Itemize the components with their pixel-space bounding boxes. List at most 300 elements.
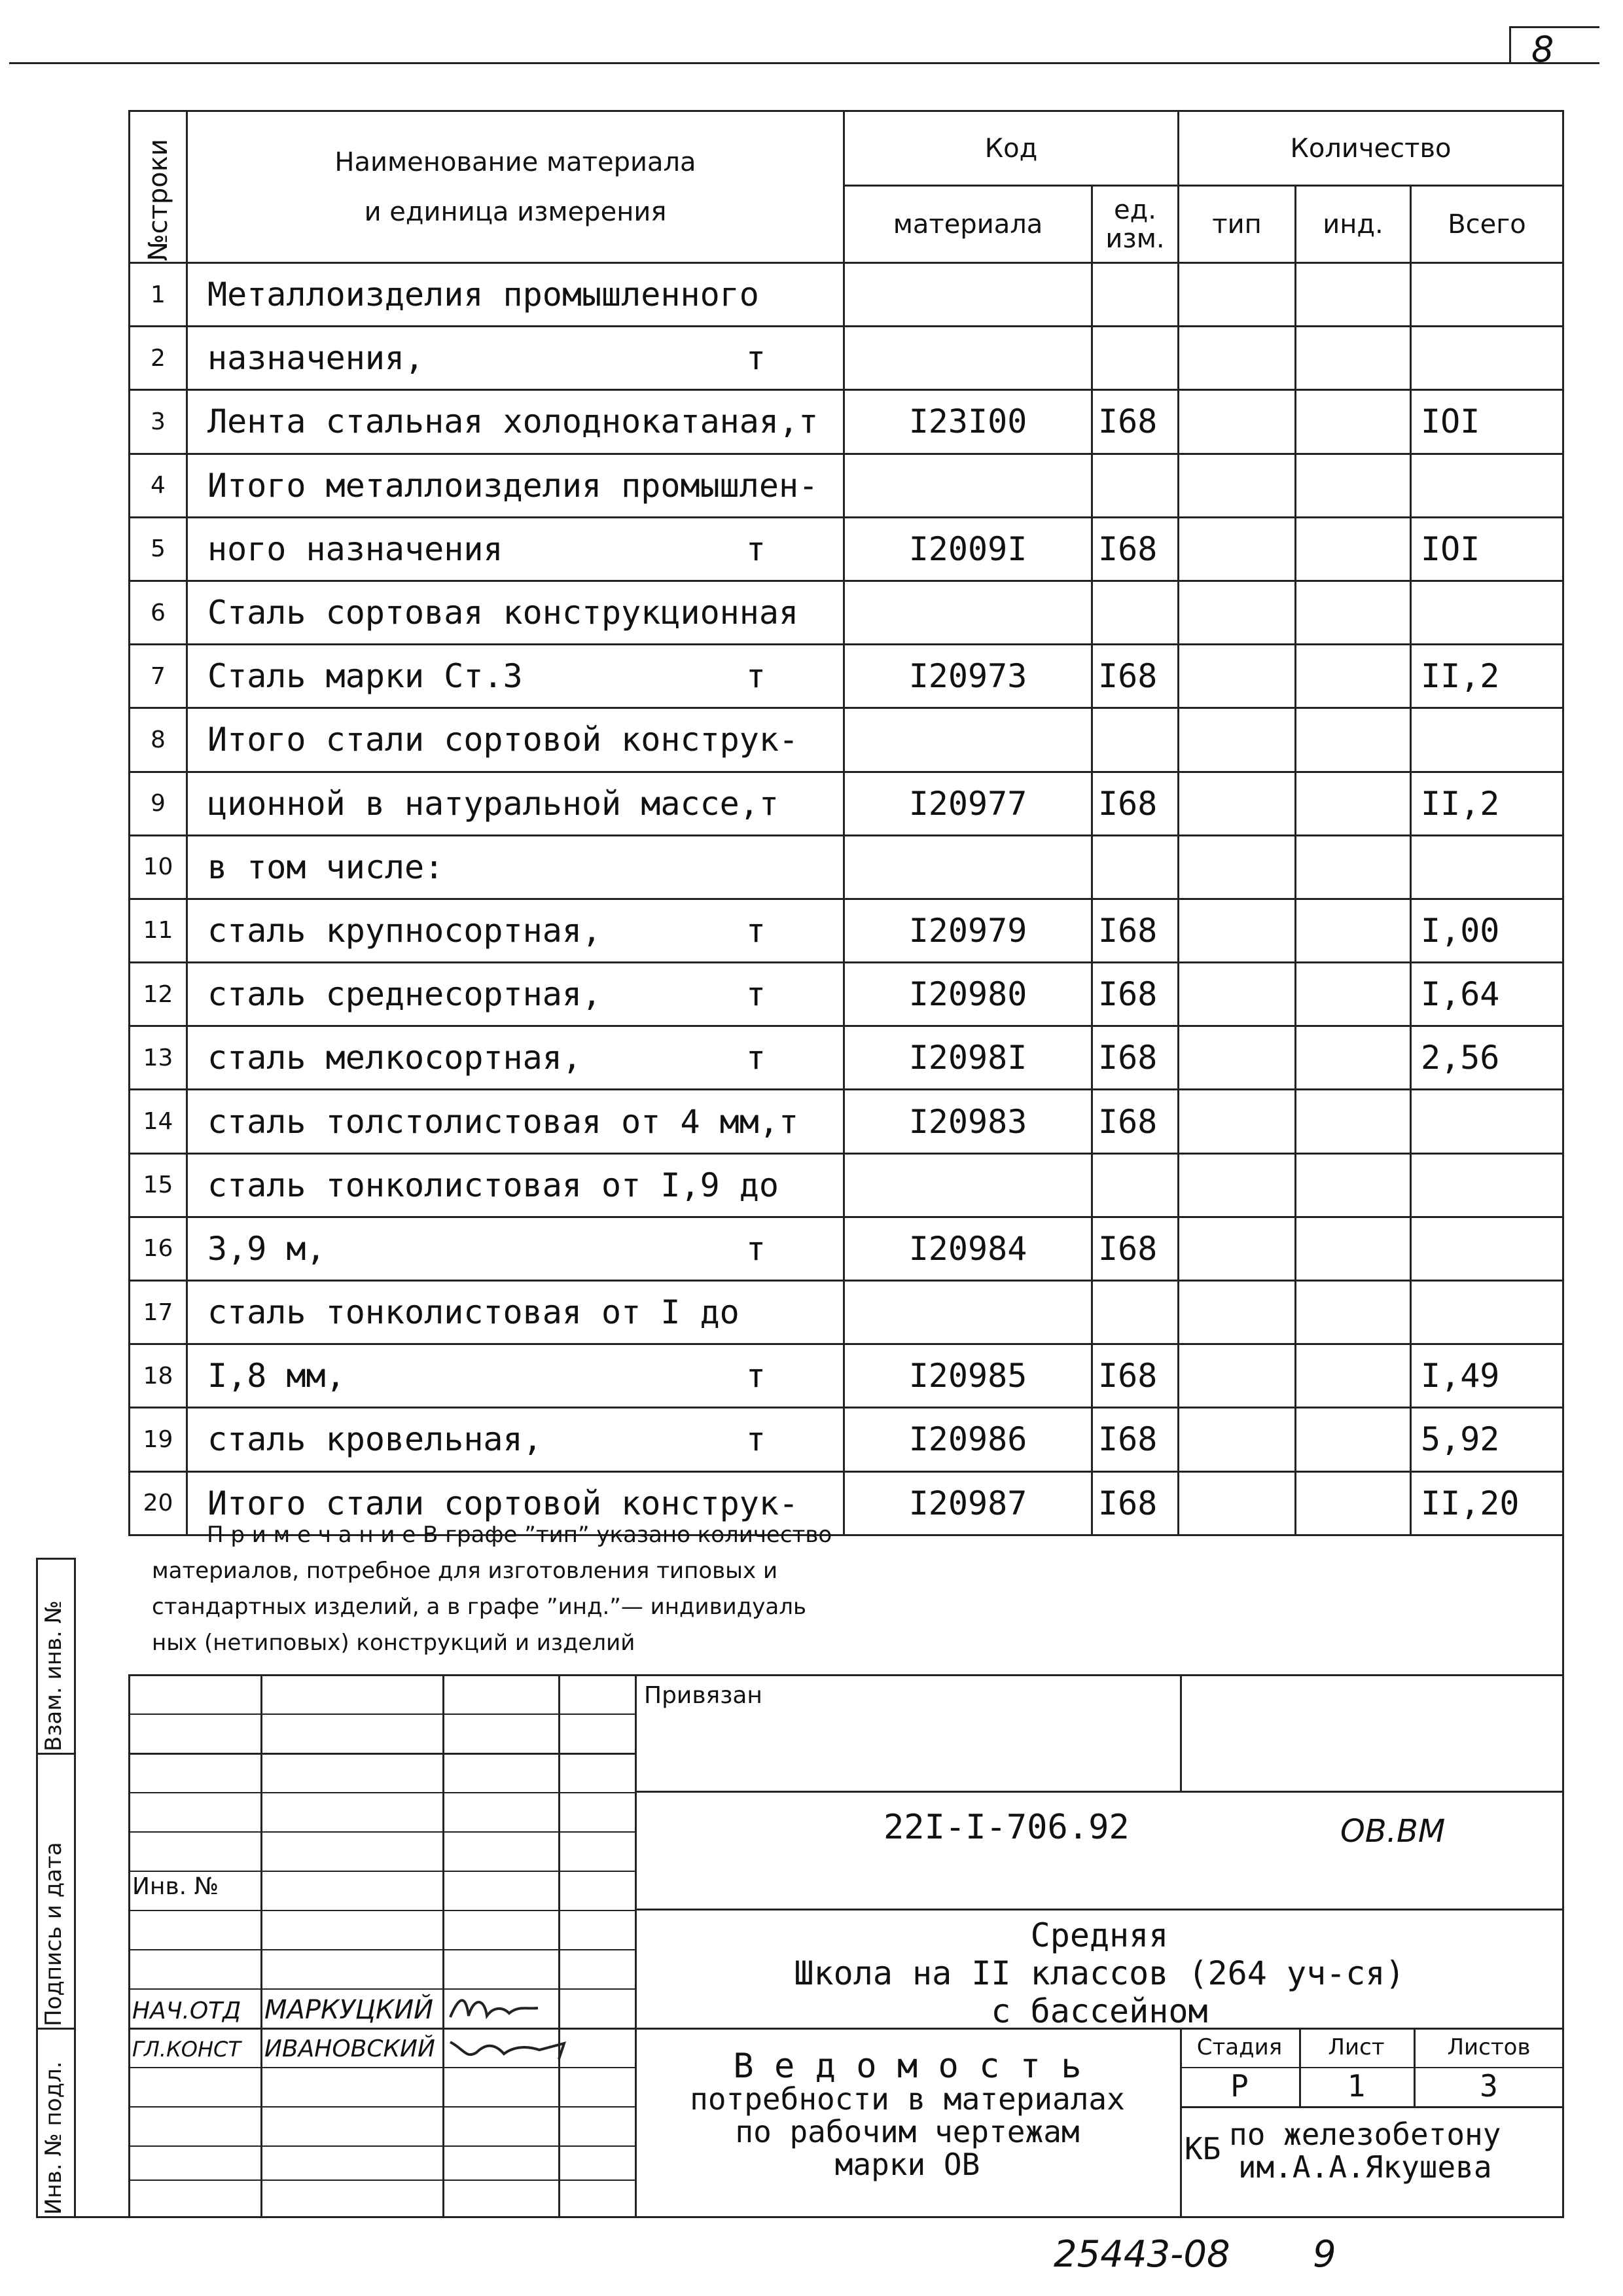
qty-ind-cell bbox=[1296, 708, 1411, 772]
material-name-cell-text: Итого металлоизделия промышлен- bbox=[207, 466, 819, 505]
qty-total-cell bbox=[1411, 1090, 1563, 1153]
table-row bbox=[130, 899, 1563, 962]
stamp-privyazan-divider bbox=[1180, 1674, 1182, 1791]
org-name bbox=[1229, 2118, 1501, 2183]
note-line-2: материалов, потребное для изготовления типовых и bbox=[152, 1558, 778, 1584]
material-code-cell bbox=[844, 772, 1092, 835]
material-name-cell-text: сталь среднесортная, bbox=[207, 975, 602, 1014]
sheet-title-line-2: потребности в материалах bbox=[690, 2081, 1125, 2117]
table-row bbox=[130, 835, 1563, 899]
qty-ind-cell bbox=[1296, 581, 1411, 644]
unit-code-cell bbox=[1092, 1471, 1179, 1535]
qty-type-cell bbox=[1179, 1471, 1296, 1535]
doc-code: 22I-I-706.92 bbox=[883, 1808, 1130, 1847]
row-number-cell bbox=[130, 772, 187, 835]
note bbox=[152, 1517, 832, 1661]
inv-podl-label: Инв. № подл. bbox=[41, 2061, 67, 2215]
unit-code-cell bbox=[1092, 835, 1179, 899]
project-title-line-3: с бассейном bbox=[991, 1992, 1208, 2030]
row-number-cell bbox=[130, 899, 187, 962]
table-row bbox=[130, 263, 1563, 327]
material-code-cell-text: I20987 bbox=[908, 1484, 1027, 1522]
material-name-cell-text: сталь тонколистовая от I до bbox=[207, 1293, 740, 1332]
stage-value: Р bbox=[1230, 2068, 1249, 2104]
stamp-left-row-1 bbox=[128, 1713, 636, 1715]
stamp-left-row-13 bbox=[128, 2179, 636, 2181]
row-number-cell bbox=[130, 517, 187, 581]
qty-ind-cell bbox=[1296, 1026, 1411, 1090]
stamp-info-row-2 bbox=[1180, 2106, 1564, 2108]
row-number-cell-text: 11 bbox=[143, 917, 173, 944]
material-name-cell-text: 3,9 м, bbox=[207, 1229, 326, 1268]
material-name-cell-text: сталь тонколистовая от I,9 до bbox=[207, 1166, 779, 1204]
material-name-cell-text: ционной в натуральной массе,т bbox=[207, 784, 779, 823]
qty-total-cell bbox=[1411, 263, 1563, 327]
table-row bbox=[130, 1217, 1563, 1280]
unit-code-cell bbox=[1092, 327, 1179, 390]
material-name-cell bbox=[187, 327, 844, 390]
stamp-left-edge bbox=[128, 1676, 130, 2217]
role-head-of-dept: НАЧ.ОТД bbox=[132, 1998, 241, 2024]
unit-mark: т bbox=[745, 1229, 766, 1268]
project-title bbox=[635, 1916, 1564, 2030]
stamp-left-row-11 bbox=[128, 2106, 636, 2108]
table-row bbox=[130, 390, 1563, 454]
qty-ind-cell bbox=[1296, 454, 1411, 517]
stamp-left-row-4 bbox=[128, 1831, 636, 1833]
unit-code-cell-text: I68 bbox=[1098, 784, 1158, 823]
qty-type-cell bbox=[1179, 772, 1296, 835]
unit-code-cell-text: I68 bbox=[1098, 1420, 1158, 1459]
header-qty-ind: инд. bbox=[1296, 186, 1411, 263]
row-number-cell bbox=[130, 327, 187, 390]
archive-number: 25443-08 bbox=[1054, 2233, 1230, 2276]
row-number-cell bbox=[130, 1281, 187, 1344]
unit-code-cell bbox=[1092, 963, 1179, 1026]
material-code-cell-text: I20986 bbox=[908, 1420, 1027, 1459]
material-name-cell-text: Итого стали сортовой конструк- bbox=[207, 1484, 799, 1522]
stamp-col-2 bbox=[442, 1674, 444, 2217]
row-number-cell-text: 8 bbox=[151, 726, 166, 753]
material-name-cell-text: Лента стальная холоднокатаная,т bbox=[207, 403, 819, 441]
qty-ind-cell bbox=[1296, 1408, 1411, 1471]
unit-code-cell-text: I68 bbox=[1098, 1229, 1158, 1268]
margin-strip-left bbox=[36, 1558, 38, 2217]
material-code-cell bbox=[844, 963, 1092, 1026]
qty-ind-cell bbox=[1296, 1153, 1411, 1217]
unit-mark: т bbox=[745, 1420, 766, 1459]
header-quantity: Количество bbox=[1179, 111, 1563, 186]
unit-code-cell bbox=[1092, 899, 1179, 962]
material-code-cell-text: I2098I bbox=[908, 1039, 1027, 1077]
material-code-cell-text: I20979 bbox=[908, 911, 1027, 950]
material-name-cell bbox=[187, 517, 844, 581]
name-chief-designer: ИВАНОВСКИЙ bbox=[264, 2036, 435, 2062]
row-number-cell-text: 6 bbox=[151, 599, 166, 626]
material-code-cell bbox=[844, 645, 1092, 708]
table-row bbox=[130, 1344, 1563, 1408]
table-row bbox=[130, 454, 1563, 517]
qty-total-cell bbox=[1411, 963, 1563, 1026]
unit-code-cell bbox=[1092, 263, 1179, 327]
qty-type-cell bbox=[1179, 581, 1296, 644]
material-code-cell bbox=[844, 517, 1092, 581]
qty-total-cell bbox=[1411, 645, 1563, 708]
material-code-cell-text: I20985 bbox=[908, 1357, 1027, 1395]
row-number-cell-text: 2 bbox=[151, 344, 166, 372]
margin-strip-top bbox=[36, 1558, 76, 1560]
qty-total-cell-text: II,20 bbox=[1421, 1484, 1520, 1522]
qty-type-cell bbox=[1179, 1090, 1296, 1153]
unit-code-cell-text: I68 bbox=[1098, 975, 1158, 1014]
stamp-left-row-10 bbox=[128, 2067, 636, 2068]
unit-mark: т bbox=[745, 975, 766, 1014]
page-number-box-left bbox=[1509, 26, 1511, 64]
material-name-cell bbox=[187, 645, 844, 708]
materials-table bbox=[128, 110, 1564, 1536]
qty-total-cell bbox=[1411, 327, 1563, 390]
material-code-cell bbox=[844, 899, 1092, 962]
unit-code-cell bbox=[1092, 1090, 1179, 1153]
row-number-cell bbox=[130, 1153, 187, 1217]
material-code-cell bbox=[844, 835, 1092, 899]
qty-total-cell bbox=[1411, 1026, 1563, 1090]
table-row bbox=[130, 963, 1563, 1026]
unit-code-cell-text: I68 bbox=[1098, 1484, 1158, 1522]
qty-total-cell bbox=[1411, 1471, 1563, 1535]
qty-total-cell-text: II,2 bbox=[1421, 784, 1500, 823]
table-row bbox=[130, 772, 1563, 835]
stamp-left-row-3 bbox=[128, 1792, 636, 1793]
material-code-cell-text: I23I00 bbox=[908, 403, 1027, 441]
material-name-cell bbox=[187, 1090, 844, 1153]
row-number-cell-text: 12 bbox=[143, 980, 173, 1008]
footer-page-number: 9 bbox=[1313, 2233, 1336, 2276]
qty-ind-cell bbox=[1296, 899, 1411, 962]
row-number-cell bbox=[130, 1090, 187, 1153]
stamp-top bbox=[128, 1674, 1564, 1676]
qty-ind-cell bbox=[1296, 517, 1411, 581]
qty-total-cell-text: I,00 bbox=[1421, 911, 1500, 950]
row-number-cell bbox=[130, 454, 187, 517]
table-row bbox=[130, 1090, 1563, 1153]
note-line-1: П р и м е ч а н и е В графе ”тип” указано количество bbox=[207, 1522, 832, 1548]
podpis-data-label: Подпись и дата bbox=[41, 1842, 67, 2026]
material-name-cell-text: назначения, bbox=[207, 339, 425, 378]
unit-code-cell bbox=[1092, 645, 1179, 708]
name-head-of-dept: МАРКУЦКИЙ bbox=[264, 1995, 434, 2025]
table-row bbox=[130, 1026, 1563, 1090]
row-number-cell-text: 1 bbox=[151, 281, 166, 308]
unit-code-cell-text: I68 bbox=[1098, 911, 1158, 950]
stamp-left-row-7 bbox=[128, 1949, 636, 1950]
sheets-label: Листов bbox=[1447, 2034, 1531, 2060]
qty-total-cell bbox=[1411, 899, 1563, 962]
material-name-cell bbox=[187, 1026, 844, 1090]
qty-type-cell bbox=[1179, 390, 1296, 454]
unit-code-cell bbox=[1092, 1026, 1179, 1090]
note-line-4: ных (нетиповых) конструкций и изделий bbox=[152, 1630, 635, 1656]
material-code-cell bbox=[844, 390, 1092, 454]
material-code-cell bbox=[844, 581, 1092, 644]
project-title-line-2: Школа на II классов (264 уч-ся) bbox=[794, 1954, 1405, 1992]
qty-type-cell bbox=[1179, 899, 1296, 962]
qty-total-cell bbox=[1411, 1408, 1563, 1471]
table-row bbox=[130, 1153, 1563, 1217]
qty-type-cell bbox=[1179, 645, 1296, 708]
unit-mark: т bbox=[745, 529, 766, 568]
row-number-cell-text: 9 bbox=[151, 790, 166, 817]
row-number-cell bbox=[130, 1344, 187, 1408]
material-code-cell bbox=[844, 1344, 1092, 1408]
row-number-cell-text: 15 bbox=[143, 1172, 173, 1199]
material-code-cell-text: I20980 bbox=[908, 975, 1027, 1014]
qty-type-cell bbox=[1179, 963, 1296, 1026]
qty-total-cell-text: 5,92 bbox=[1421, 1420, 1500, 1459]
row-number-cell-text: 10 bbox=[143, 853, 173, 881]
material-name-cell bbox=[187, 1408, 844, 1471]
qty-ind-cell bbox=[1296, 390, 1411, 454]
margin-strip-div-1 bbox=[36, 1753, 76, 1755]
material-name-cell bbox=[187, 963, 844, 1026]
page-number: 8 bbox=[1531, 29, 1554, 70]
table-row bbox=[130, 645, 1563, 708]
table-row bbox=[130, 517, 1563, 581]
stamp-col-3 bbox=[558, 1674, 560, 2217]
material-name-cell-text: сталь толстолистовая от 4 мм,т bbox=[207, 1102, 799, 1141]
sheet-title bbox=[635, 2047, 1180, 2182]
unit-code-cell bbox=[1092, 1217, 1179, 1280]
material-code-cell bbox=[844, 708, 1092, 772]
signature-1 bbox=[446, 1990, 558, 2026]
material-code-cell bbox=[844, 1217, 1092, 1280]
qty-total-cell bbox=[1411, 454, 1563, 517]
sheet-value: 1 bbox=[1347, 2068, 1366, 2104]
qty-type-cell bbox=[1179, 454, 1296, 517]
sheet-title-line-1: В е д о м о с т ь bbox=[733, 2047, 1082, 2086]
stamp-left-row-6 bbox=[128, 1910, 636, 1911]
stamp-right-row-1 bbox=[635, 1791, 1564, 1793]
unit-code-cell-text: I68 bbox=[1098, 1357, 1158, 1395]
project-title-line-1: Средняя bbox=[1030, 1916, 1169, 1954]
row-number-cell bbox=[130, 963, 187, 1026]
row-number-cell-text: 5 bbox=[151, 535, 166, 563]
qty-total-cell-text: I,64 bbox=[1421, 975, 1500, 1014]
stamp-col-1 bbox=[260, 1674, 262, 2217]
material-name-cell bbox=[187, 772, 844, 835]
material-name-cell bbox=[187, 390, 844, 454]
privyazan-label: Привязан bbox=[644, 1682, 762, 1709]
material-name-cell bbox=[187, 1344, 844, 1408]
qty-type-cell bbox=[1179, 517, 1296, 581]
row-number-cell-text: 17 bbox=[143, 1299, 173, 1326]
qty-ind-cell bbox=[1296, 327, 1411, 390]
qty-total-cell-text: IOI bbox=[1421, 529, 1480, 568]
material-name-cell bbox=[187, 899, 844, 962]
material-name-cell-text: сталь крупносортная, bbox=[207, 911, 602, 950]
unit-code-cell bbox=[1092, 581, 1179, 644]
material-code-cell bbox=[844, 1026, 1092, 1090]
row-number-cell bbox=[130, 645, 187, 708]
material-code-cell-text: I20984 bbox=[908, 1229, 1027, 1268]
unit-mark: т bbox=[745, 657, 766, 696]
material-code-cell bbox=[844, 327, 1092, 390]
material-name-cell bbox=[187, 1217, 844, 1280]
qty-total-cell-text: I,49 bbox=[1421, 1357, 1500, 1395]
material-code-cell bbox=[844, 454, 1092, 517]
unit-code-cell bbox=[1092, 517, 1179, 581]
qty-total-cell-text: II,2 bbox=[1421, 657, 1500, 696]
material-name-cell bbox=[187, 263, 844, 327]
unit-code-cell-text: I68 bbox=[1098, 1102, 1158, 1141]
qty-type-cell bbox=[1179, 708, 1296, 772]
sheets-value: 3 bbox=[1480, 2068, 1498, 2104]
qty-total-cell bbox=[1411, 1153, 1563, 1217]
unit-code-cell bbox=[1092, 1281, 1179, 1344]
signature-2 bbox=[446, 2029, 577, 2066]
qty-total-cell bbox=[1411, 708, 1563, 772]
unit-code-cell bbox=[1092, 772, 1179, 835]
qty-total-cell bbox=[1411, 1217, 1563, 1280]
material-name-cell-text: Сталь сортовая конструкционная bbox=[207, 594, 799, 632]
material-name-cell-text: I,8 мм, bbox=[207, 1357, 346, 1395]
note-line-3: стандартных изделий, а в графе ”инд.”— индивидуаль bbox=[152, 1594, 806, 1620]
material-name-cell bbox=[187, 1281, 844, 1344]
material-name-cell bbox=[187, 1153, 844, 1217]
table-row bbox=[130, 1408, 1563, 1471]
header-code: Код bbox=[844, 111, 1179, 186]
qty-type-cell bbox=[1179, 1153, 1296, 1217]
header-code-unit: ед. изм. bbox=[1092, 186, 1179, 263]
material-code-cell bbox=[844, 263, 1092, 327]
qty-ind-cell bbox=[1296, 263, 1411, 327]
unit-code-cell bbox=[1092, 454, 1179, 517]
material-name-cell bbox=[187, 835, 844, 899]
material-code-cell-text: I20973 bbox=[908, 657, 1027, 696]
row-number-cell bbox=[130, 263, 187, 327]
material-name-cell-text: Металлоизделия промышленного bbox=[207, 276, 759, 314]
org-name-line-1: по железобетону bbox=[1229, 2117, 1501, 2152]
unit-code-cell bbox=[1092, 1344, 1179, 1408]
qty-total-cell bbox=[1411, 581, 1563, 644]
sheet-title-line-4: марки ОВ bbox=[834, 2147, 980, 2182]
frame-bottom bbox=[36, 2216, 1564, 2218]
row-number-cell-text: 19 bbox=[143, 1426, 173, 1453]
row-number-cell-text: 4 bbox=[151, 472, 166, 499]
qty-ind-cell bbox=[1296, 835, 1411, 899]
row-number-cell-text: 14 bbox=[143, 1108, 173, 1136]
unit-mark: т bbox=[745, 1357, 766, 1395]
inv-no-label: Инв. № bbox=[132, 1873, 219, 1900]
material-code-cell-text: I2009I bbox=[908, 529, 1027, 568]
material-name-cell bbox=[187, 454, 844, 517]
table-row bbox=[130, 327, 1563, 390]
qty-ind-cell bbox=[1296, 1471, 1411, 1535]
stamp-left-row-12 bbox=[128, 2145, 636, 2147]
header-row-number: №строки bbox=[130, 111, 187, 263]
material-name-cell-text: ного назначения bbox=[207, 529, 503, 568]
qty-total-cell bbox=[1411, 517, 1563, 581]
row-number-cell-text: 16 bbox=[143, 1235, 173, 1263]
qty-ind-cell bbox=[1296, 645, 1411, 708]
row-number-cell-text: 18 bbox=[143, 1362, 173, 1390]
row-number-cell bbox=[130, 1026, 187, 1090]
row-number-cell bbox=[130, 581, 187, 644]
qty-total-cell bbox=[1411, 390, 1563, 454]
unit-code-cell-text: I68 bbox=[1098, 657, 1158, 696]
material-name-cell-text: в том числе: bbox=[207, 848, 444, 886]
unit-mark: т bbox=[745, 1039, 766, 1077]
qty-total-cell bbox=[1411, 835, 1563, 899]
qty-type-cell bbox=[1179, 1408, 1296, 1471]
unit-code-cell bbox=[1092, 1153, 1179, 1217]
material-name-cell-text: Итого стали сортовой конструк- bbox=[207, 721, 799, 759]
header-qty-total: Всего bbox=[1411, 186, 1563, 263]
table-row bbox=[130, 1281, 1563, 1344]
qty-ind-cell bbox=[1296, 1217, 1411, 1280]
vzam-inv-label: Взам. инв. № bbox=[41, 1600, 67, 1751]
material-code-cell-text: I20977 bbox=[908, 784, 1027, 823]
org-name-line-2: им.А.А.Якушева bbox=[1238, 2149, 1492, 2185]
qty-total-cell bbox=[1411, 772, 1563, 835]
stamp-right-row-2 bbox=[635, 1909, 1564, 1910]
unit-code-cell bbox=[1092, 390, 1179, 454]
unit-code-cell bbox=[1092, 1408, 1179, 1471]
qty-ind-cell bbox=[1296, 772, 1411, 835]
material-code-cell bbox=[844, 1090, 1092, 1153]
qty-ind-cell bbox=[1296, 963, 1411, 1026]
row-number-cell bbox=[130, 1408, 187, 1471]
qty-total-cell-text: IOI bbox=[1421, 403, 1480, 441]
qty-ind-cell bbox=[1296, 1090, 1411, 1153]
material-code-cell bbox=[844, 1471, 1092, 1535]
qty-type-cell bbox=[1179, 1281, 1296, 1344]
sheet-title-line-3: по рабочим чертежам bbox=[735, 2114, 1080, 2149]
page-number-box-top bbox=[1509, 26, 1599, 28]
material-code-cell bbox=[844, 1281, 1092, 1344]
margin-strip-div-2 bbox=[36, 2028, 76, 2030]
row-number-cell bbox=[130, 390, 187, 454]
stage-label: Стадия bbox=[1196, 2034, 1283, 2060]
qty-type-cell bbox=[1179, 327, 1296, 390]
unit-code-cell-text: I68 bbox=[1098, 1039, 1158, 1077]
doc-mark: ОВ.ВМ bbox=[1340, 1813, 1446, 1850]
row-number-cell-text: 20 bbox=[143, 1490, 173, 1517]
top-border-line bbox=[9, 62, 1599, 64]
qty-total-cell bbox=[1411, 1281, 1563, 1344]
material-name-cell-text: Сталь марки Ст.3 bbox=[207, 657, 523, 696]
material-code-cell bbox=[844, 1153, 1092, 1217]
material-code-cell bbox=[844, 1408, 1092, 1471]
unit-mark: т bbox=[745, 911, 766, 950]
material-name-cell bbox=[187, 708, 844, 772]
header-material-name: Наименование материала и единица измерения bbox=[187, 111, 844, 263]
qty-type-cell bbox=[1179, 263, 1296, 327]
stamp-left-row-2 bbox=[128, 1753, 636, 1755]
qty-ind-cell bbox=[1296, 1344, 1411, 1408]
stamp-left-row-8 bbox=[128, 1988, 636, 1990]
qty-type-cell bbox=[1179, 1026, 1296, 1090]
qty-total-cell bbox=[1411, 1344, 1563, 1408]
qty-type-cell bbox=[1179, 835, 1296, 899]
margin-strip-right bbox=[74, 1558, 76, 2217]
qty-total-cell-text: 2,56 bbox=[1421, 1039, 1500, 1077]
table-row bbox=[130, 708, 1563, 772]
table-row bbox=[130, 581, 1563, 644]
row-number-cell-text: 7 bbox=[151, 662, 166, 690]
row-number-cell-text: 3 bbox=[151, 408, 166, 435]
role-chief-designer: ГЛ.КОНСТ bbox=[132, 2037, 241, 2062]
